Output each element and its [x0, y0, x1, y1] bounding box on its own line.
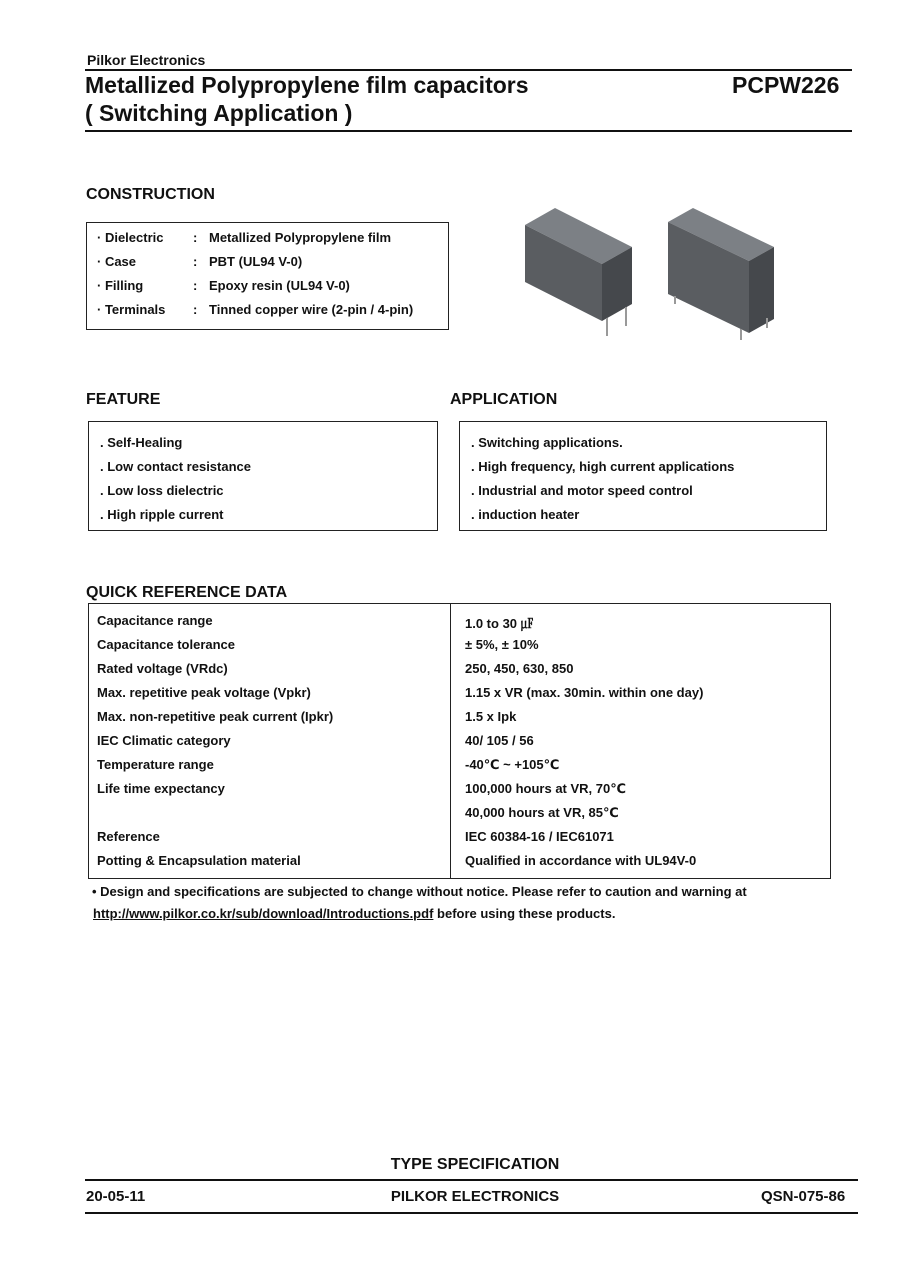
qr-value: Qualified in accordance with UL94V-0	[465, 853, 697, 868]
qr-label: IEC Climatic category	[97, 733, 231, 748]
document-title-line2: ( Switching Application )	[85, 100, 353, 126]
qr-label: Reference	[97, 829, 160, 844]
construction-label: · Filling	[97, 278, 144, 293]
construction-value: Metallized Polypropylene film	[209, 230, 392, 245]
qr-value: 40/ 105 / 56	[465, 733, 534, 748]
capacitor-product-image	[515, 200, 785, 350]
construction-table	[86, 222, 449, 330]
application-heading: APPLICATION	[450, 391, 558, 408]
construction-value: Epoxy resin (UL94 V-0)	[209, 278, 350, 293]
company-name: Pilkor Electronics	[87, 52, 206, 68]
qr-label: Capacitance tolerance	[97, 637, 236, 652]
capacitor-2pin-image	[525, 208, 632, 336]
qr-label: Max. non-repetitive peak current (Ipkr)	[97, 709, 334, 724]
qr-label: Capacitance range	[97, 613, 213, 628]
disclaimer-note-line2	[93, 906, 615, 921]
construction-separator: :	[193, 302, 198, 317]
construction-label: · Case	[97, 254, 137, 269]
part-number: PCPW226	[732, 72, 840, 98]
footer-rule-bottom	[85, 1212, 858, 1214]
feature-list	[88, 421, 438, 531]
download-link[interactable]: http://www.pilkor.co.kr/sub/download/Introductions.pdf	[93, 906, 434, 921]
application-item: . Industrial and motor speed control	[471, 483, 693, 498]
feature-heading: FEATURE	[86, 391, 161, 408]
footer-title: TYPE SPECIFICATION	[390, 1156, 560, 1173]
footer-rule-top	[85, 1179, 858, 1181]
feature-item: . Low contact resistance	[100, 459, 251, 474]
qr-value: IEC 60384-16 / IEC61071	[465, 829, 614, 844]
construction-value: Tinned copper wire (2-pin / 4-pin)	[209, 302, 414, 317]
feature-item: . Low loss dielectric	[100, 483, 224, 498]
qr-value: 100,000 hours at VR, 70℃	[465, 781, 626, 796]
qr-label: Rated voltage (VRdc)	[97, 661, 228, 676]
qr-label: Temperature range	[97, 757, 214, 772]
construction-separator: :	[193, 278, 198, 293]
quick-reference-heading: QUICK REFERENCE DATA	[86, 584, 288, 601]
qr-label: Max. repetitive peak voltage (Vpkr)	[97, 685, 311, 700]
construction-label: · Dielectric	[97, 230, 164, 245]
qr-value: 1.5 x Ipk	[465, 709, 517, 724]
construction-separator: :	[193, 230, 198, 245]
application-item: . induction heater	[471, 507, 580, 522]
qr-value: 250, 450, 630, 850	[465, 661, 574, 676]
quick-reference-table	[88, 603, 831, 879]
footer-date: 20-05-11	[86, 1188, 146, 1205]
header-rule	[85, 69, 852, 71]
application-item: . Switching applications.	[471, 435, 623, 450]
construction-separator: :	[193, 254, 198, 269]
qr-value: -40℃ ~ +105℃	[465, 757, 560, 772]
construction-value: PBT (UL94 V-0)	[209, 254, 303, 269]
qr-value: ± 5%, ± 10%	[465, 637, 539, 652]
qr-label: Life time expectancy	[97, 781, 225, 796]
title-rule	[85, 130, 852, 132]
application-list	[459, 421, 827, 531]
footer-document-number: QSN-075-86	[761, 1188, 846, 1205]
construction-label: · Terminals	[97, 302, 166, 317]
disclaimer-note-tail: before using these products.	[433, 906, 616, 921]
construction-heading: CONSTRUCTION	[86, 186, 215, 203]
feature-item: . Self-Healing	[100, 435, 183, 450]
qr-label: Potting & Encapsulation material	[97, 853, 301, 868]
feature-item: . High ripple current	[100, 507, 224, 522]
capacitor-4pin-image	[668, 208, 774, 340]
column-divider	[450, 604, 451, 878]
footer-company: PILKOR ELECTRONICS	[390, 1188, 560, 1205]
qr-value: 1.0 to 30 ㎌	[465, 616, 534, 631]
qr-value: 1.15 x VR (max. 30min. within one day)	[465, 685, 704, 700]
application-item: . High frequency, high current applications	[471, 459, 735, 474]
document-title-line1: Metallized Polypropylene film capacitors	[85, 72, 529, 98]
qr-value: 40,000 hours at VR, 85℃	[465, 805, 619, 820]
disclaimer-note: • Design and specifications are subjected to change without notice. Please refer to caution and warning at	[92, 884, 747, 899]
